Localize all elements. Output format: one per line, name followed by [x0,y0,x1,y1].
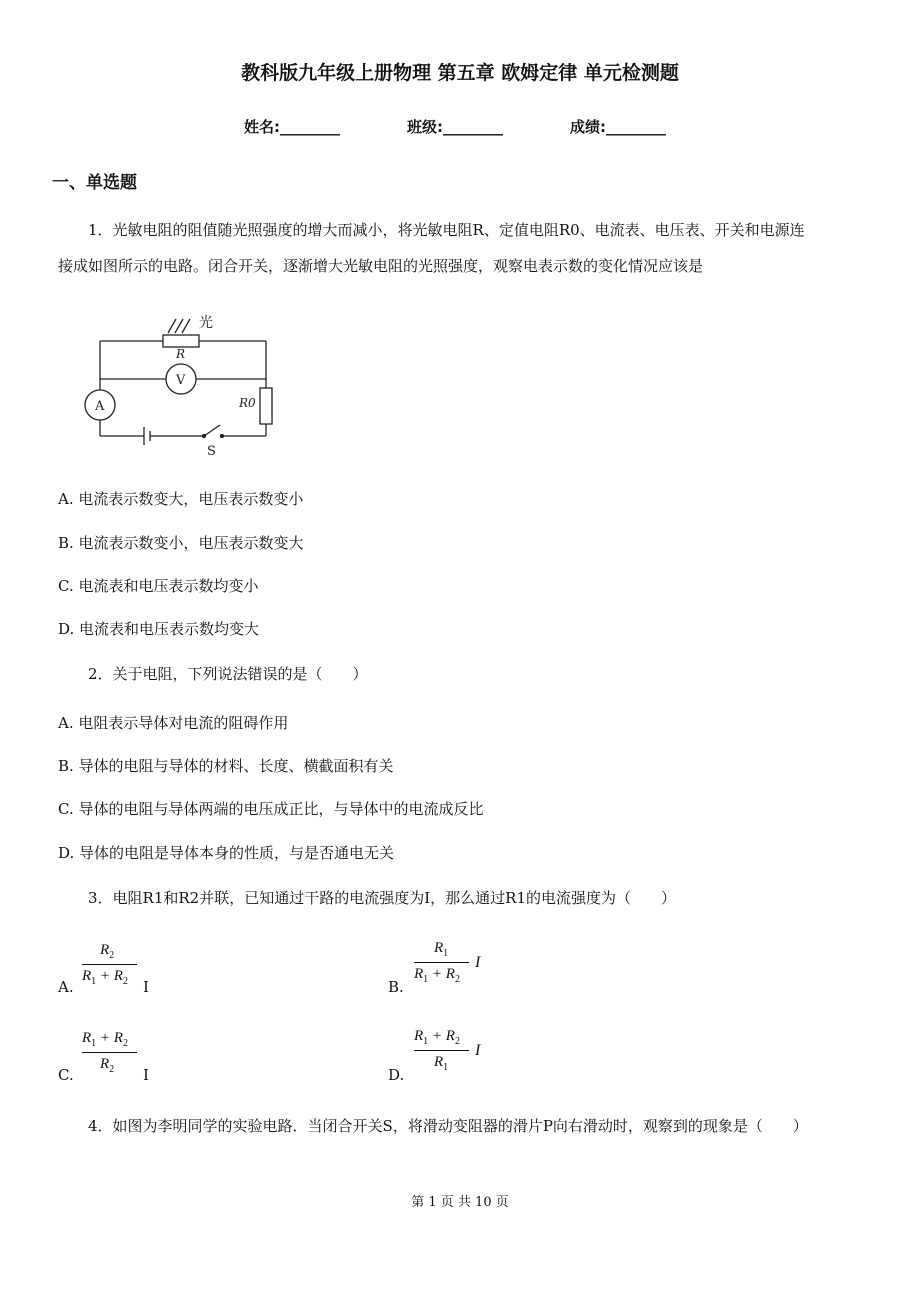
q1-stem-line2: 接成如图所示的电路。闭合开关，逐渐增大光敏电阻的光照强度，观察电表示数的变化情况应该是 [58,257,704,275]
q3-option-d-letter: D. [388,1066,405,1084]
r0-label: R0 [239,396,256,410]
r-label: R [176,347,186,361]
q2-option-d: D. 导体的电阻是导体本身的性质，与是否通电无关 [58,844,395,862]
q3-option-b-letter: B. [388,978,404,996]
photoresistor-r [163,335,199,347]
class-field-label: 班级:________ [407,118,503,136]
voltmeter-label: V [176,373,186,388]
switch-label: S [207,444,216,458]
q2-option-b: B. 导体的电阻与导体的材料、长度、横截面积有关 [58,757,394,775]
q1-option-c: C. 电流表和电压表示数均变小 [58,577,259,595]
ammeter-label: A [95,399,105,414]
q3-option-c-letter: C. [58,1066,74,1084]
fraction-denominator: $R_2$ [100,1056,115,1075]
fraction-bar [82,1052,137,1053]
fraction-denominator: $R_1 + R_2$ [82,968,128,987]
fraction-numerator: $R_1$ [434,940,449,959]
fraction-numerator: $R_1 + R_2$ [414,1028,460,1047]
page-title: 教科版九年级上册物理 第五章 欧姆定律 单元检测题 [241,62,679,84]
q3-option-a-fraction [82,942,142,992]
q3-option-d-fraction [414,1028,474,1078]
q3-option-b-suffix: I [475,954,481,971]
q3-option-c-fraction [82,1030,142,1080]
q2-stem: 2．关于电阻，下列说法错误的是（ ） [88,665,368,683]
fraction-numerator: $R_2$ [100,942,115,961]
q3-option-b-fraction [414,940,474,990]
score-field-label: 成绩:________ [570,118,666,136]
switch-s [204,425,220,436]
resistor-r0 [260,388,272,424]
q1-stem-line1: 1．光敏电阻的阻值随光照强度的增大而减小，将光敏电阻R、定值电阻R0、电流表、电压表、开关和电源连 [88,221,805,239]
q1-option-a: A. 电流表示数变大，电压表示数变小 [58,490,304,508]
fraction-bar [414,962,469,963]
fraction-denominator: $R_1$ [434,1054,449,1073]
section-title: 一、单选题 [52,173,137,193]
q4-stem: 4．如图为李明同学的实验电路．当闭合开关S，将滑动变阻器的滑片P向右滑动时，观察到的现象是（ ） [88,1117,808,1135]
q3-option-c-suffix: I [143,1066,149,1084]
q3-option-a-letter: A. [58,978,74,996]
q3-stem: 3．电阻R1和R2并联，已知通过干路的电流强度为I，那么通过R1的电流强度为（ ） [88,889,676,907]
circuit-diagram-q1 [80,308,280,458]
q2-option-a: A. 电阻表示导体对电流的阻碍作用 [58,714,289,732]
q2-option-c: C. 导体的电阻与导体两端的电压成正比，与导体中的电流成反比 [58,800,484,818]
fraction-denominator: $R_1 + R_2$ [414,966,460,985]
name-field-label: 姓名:________ [244,118,340,136]
fraction-numerator: $R_1 + R_2$ [82,1030,128,1049]
page-footer: 第 1 页 共 10 页 [411,1195,509,1210]
q1-option-d: D. 电流表和电压表示数均变大 [58,620,260,638]
q3-option-d-suffix: I [475,1042,481,1059]
q1-option-b: B. 电流表示数变小，电压表示数变大 [58,534,304,552]
q3-option-a-suffix: I [143,978,149,996]
fraction-bar [414,1050,469,1051]
fraction-bar [82,964,137,965]
light-label: 光 [199,315,213,331]
